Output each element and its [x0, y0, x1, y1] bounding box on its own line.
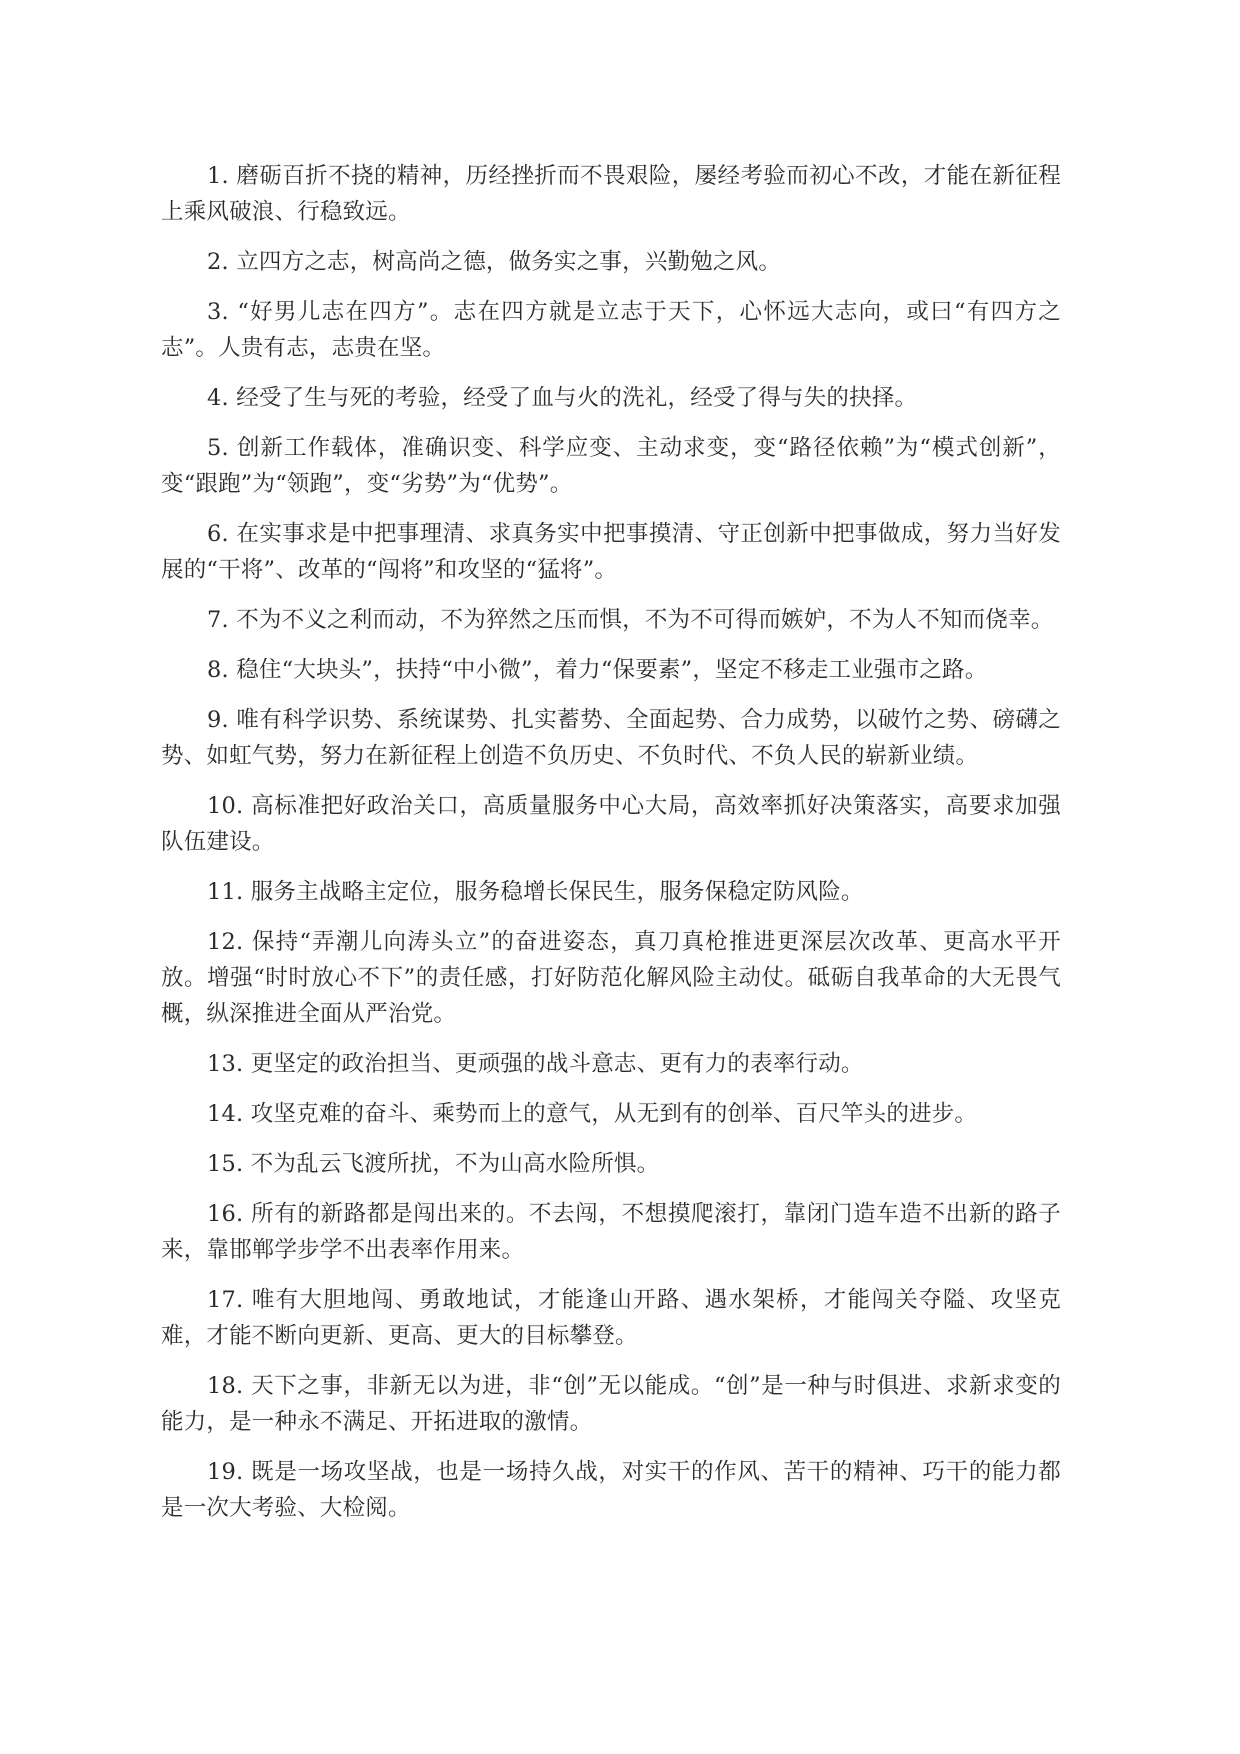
paragraph-4: 4. 经受了生与死的考验，经受了血与火的洗礼，经受了得与失的抉择。 — [207, 385, 918, 411]
paragraph-7: 7. 不为不义之利而动，不为猝然之压而惧，不为不可得而嫉妒，不为人不知而侥幸。 — [207, 607, 1054, 633]
paragraph-8: 8. 稳住“大块头”，扶持“中小微”，着力“保要素”，坚定不移走工业强市之路。 — [207, 657, 988, 683]
paragraph-19: 19. 既是一场攻坚战，也是一场持久战，对实干的作风、苦干的精神、巧干的能力都是一次大考验、大检阅。 — [161, 1459, 1061, 1521]
paragraph-12: 12. 保持“弄潮儿向涛头立”的奋进姿态，真刀真枪推进更深层次改革、更高水平开放。增强“时时放心不下”的责任感，打好防范化解风险主动仗。砥砺自我革命的大无畏气概，纵深推进全面从严治党。 — [161, 929, 1061, 1027]
paragraph-17: 17. 唯有大胆地闯、勇敢地试，才能逢山开路、遇水架桥，才能闯关夺隘、攻坚克难，才能不断向更新、更高、更大的目标攀登。 — [161, 1287, 1061, 1349]
paragraph-14: 14. 攻坚克难的奋斗、乘势而上的意气，从无到有的创举、百尺竿头的进步。 — [207, 1101, 978, 1127]
paragraph-5: 5. 创新工作载体，准确识变、科学应变、主动求变，变“路径依赖”为“模式创新”，变“跟跑”为“领跑”，变“劣势”为“优势”。 — [161, 435, 1061, 497]
document-body — [161, 158, 1061, 1540]
paragraph-2: 2. 立四方之志，树高尚之德，做务实之事，兴勤勉之风。 — [207, 249, 782, 275]
paragraph-6: 6. 在实事求是中把事理清、求真务实中把事摸清、守正创新中把事做成，努力当好发展的“干将”、改革的“闯将”和攻坚的“猛将”。 — [161, 521, 1061, 583]
paragraph-13: 13. 更坚定的政治担当、更顽强的战斗意志、更有力的表率行动。 — [207, 1051, 864, 1077]
paragraph-15: 15. 不为乱云飞渡所扰，不为山高水险所惧。 — [207, 1151, 660, 1177]
paragraph-1: 1. 磨砺百折不挠的精神，历经挫折而不畏艰险，屡经考验而初心不改，才能在新征程上乘风破浪、行稳致远。 — [161, 163, 1061, 225]
paragraph-18: 18. 天下之事，非新无以为进，非“创”无以能成。“创”是一种与时俱进、求新求变的能力，是一种永不满足、开拓进取的激情。 — [161, 1373, 1061, 1435]
paragraph-11: 11. 服务主战略主定位，服务稳增长保民生，服务保稳定防风险。 — [207, 879, 864, 905]
paragraph-16: 16. 所有的新路都是闯出来的。不去闯，不想摸爬滚打，靠闭门造车造不出新的路子来，靠邯郸学步学不出表率作用来。 — [161, 1201, 1061, 1263]
paragraph-10: 10. 高标准把好政治关口，高质量服务中心大局，高效率抓好决策落实，高要求加强队伍建设。 — [161, 793, 1061, 855]
paragraph-3: 3. “好男儿志在四方”。志在四方就是立志于天下，心怀远大志向，或曰“有四方之志”。人贵有志，志贵在坚。 — [161, 299, 1061, 361]
paragraph-9: 9. 唯有科学识势、系统谋势、扎实蓄势、全面起势、合力成势，以破竹之势、磅礴之势、如虹气势，努力在新征程上创造不负历史、不负时代、不负人民的崭新业绩。 — [161, 707, 1061, 769]
